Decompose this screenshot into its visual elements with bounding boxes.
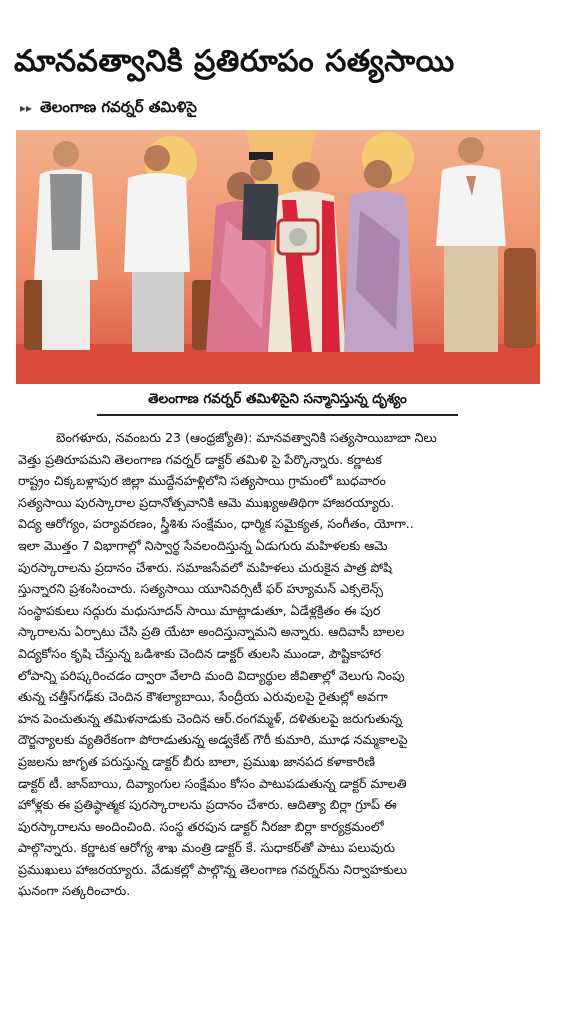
article-line: స్తున్నారని ప్రశంసించారు. సత్యసాయి యూనివర్సిటీ ఫర్ హ్యూమన్ ఎక్సలెన్స్: [18, 581, 384, 597]
news-photo: [16, 130, 540, 384]
subheadline-text: తెలంగాణ గవర్నర్ తమిళిసై: [40, 98, 197, 116]
photo-illustration: [16, 130, 540, 384]
headline: మానవత్వానికి ప్రతిరూపం సత్యసాయి: [14, 44, 455, 79]
article-line: హోళ్లకు ఈ ప్రతిష్ఠాత్మక పురస్కారాలను ప్రదానం చేశారు. ఆదిత్యా బిర్లా గ్రూప్ ఈ: [18, 797, 397, 813]
article-line: సంస్థాపకులు సద్గురు మధుసూదన్ సాయి మాట్లాడుతూ, ఏడేళ్లక్రితం ఈ పుర: [18, 602, 381, 618]
article-body: [18, 427, 548, 902]
article-line: సత్యసాయి పురస్కారాల ప్రదానోత్సవానికి ఆమె ముఖ్యఅతిథిగా హాజరయ్యారు.: [18, 494, 395, 510]
article-line: వెత్తు ప్రతిరూపమని తెలంగాణ గవర్నర్ డాక్టర్ తమిళి సై పేర్కొన్నారు. కర్ణాటక: [18, 451, 382, 467]
article-line: ప్రజలను జాగృత పరుస్తున్న డాక్టర్ బీరు బాలా, ప్రముఖ జానపద కళాకారిణి: [18, 753, 375, 769]
article-line: హన పెంచుతున్న తమిళనాడుకు చెందిన ఆర్.రంగమ్మళ్, దళితులపై జరుగుతున్న: [18, 710, 403, 726]
article-line: విద్యకోసం కృషి చేస్తున్న ఒడిశాకు చెందిన డాక్టర్ తులసి ముండా, పౌష్టికాహార: [18, 645, 382, 661]
article-line: ఘనంగా సత్కరించారు.: [18, 883, 131, 899]
article-line: పాల్గొన్నారు. కర్ణాటక ఆరోగ్య శాఖ మంత్రి డాక్టర్ కే. సుధాకర్‌తో పాటు పలువురు: [18, 840, 396, 856]
article-line: దౌర్జన్యాలకు వ్యతిరేకంగా పోరాడుతున్న అడ్వకేట్ గౌరీ కుమారి, మూఢ నమ్మకాలపై: [18, 732, 408, 748]
double-arrow-icon: ▸▸: [20, 101, 33, 115]
article-line: ఇలా మొత్తం 7 విభాగాల్లో నిస్వార్థ సేవలందిస్తున్న ఏడుగురు మహిళలకు ఆమె: [18, 537, 388, 553]
article-line: లోపాన్ని పరిష్కరించడం ద్వారా వేలాది మంది విద్యార్థుల జీవితాల్లో వెలుగు నింపు: [18, 667, 405, 683]
article-line: డాక్టర్ టీ. జాన్‌బాయి, దివ్యాంగుల సంక్షేమం కోసం పాటుపడుతున్న డాక్టర్ మాలతి: [18, 775, 407, 791]
article-line: పురస్కారాలను ప్రదానం చేశారు. సమాజసేవలో మహిళలు చురుకైన పాత్ర పోషి: [18, 559, 393, 575]
article-line: తున్న చత్తీస్‌గఢ్‌కు చెందిన కౌశల్యాబాయి, సేంద్రీయ ఎరువులపై రైతుల్లో అవగా: [18, 689, 388, 705]
article-line: విద్య ఆరోగ్యం, పర్యావరణం, స్త్రీశిశు సంక్షేమం, ధార్మిక సమైక్యత, సంగీతం, యోగా..: [18, 516, 414, 532]
article-line: బెంగళూరు, నవంబరు 23 (ఆంధ్రజ్యోతి): మానవత్వానికి సత్యసాయిబాబా నిలు: [56, 430, 437, 445]
subheadline: [20, 96, 197, 119]
chair-right: [504, 248, 536, 348]
article-line: స్కారాలను ఏర్పాటు చేసి ప్రతి యేటా అందిస్తున్నామని అన్నారు. ఆదివాసీ బాలల: [18, 624, 405, 640]
article-line: రాష్ట్రం చిక్కబళ్లాపుర జిల్లా ముద్దేనహళ్లిలోని సత్యసాయి గ్రామంలో బుధవారం: [18, 473, 386, 489]
article-line: పురస్కారాలను అందించింది. సంస్థ తరపున డాక్టర్ నీరజా బిర్లా కార్యక్రమంలో: [18, 818, 384, 834]
article-line: ప్రముఖులు హాజరయ్యారు. వేడుకల్లో పాల్గొన్న తెలంగాణ గవర్నర్‌ను నిర్వాహకులు: [18, 861, 408, 877]
person-7: [436, 137, 506, 352]
photo-caption: తెలంగాణ గవర్నర్ తమిళిసైని సన్మానిస్తున్న దృశ్యం: [97, 385, 458, 416]
